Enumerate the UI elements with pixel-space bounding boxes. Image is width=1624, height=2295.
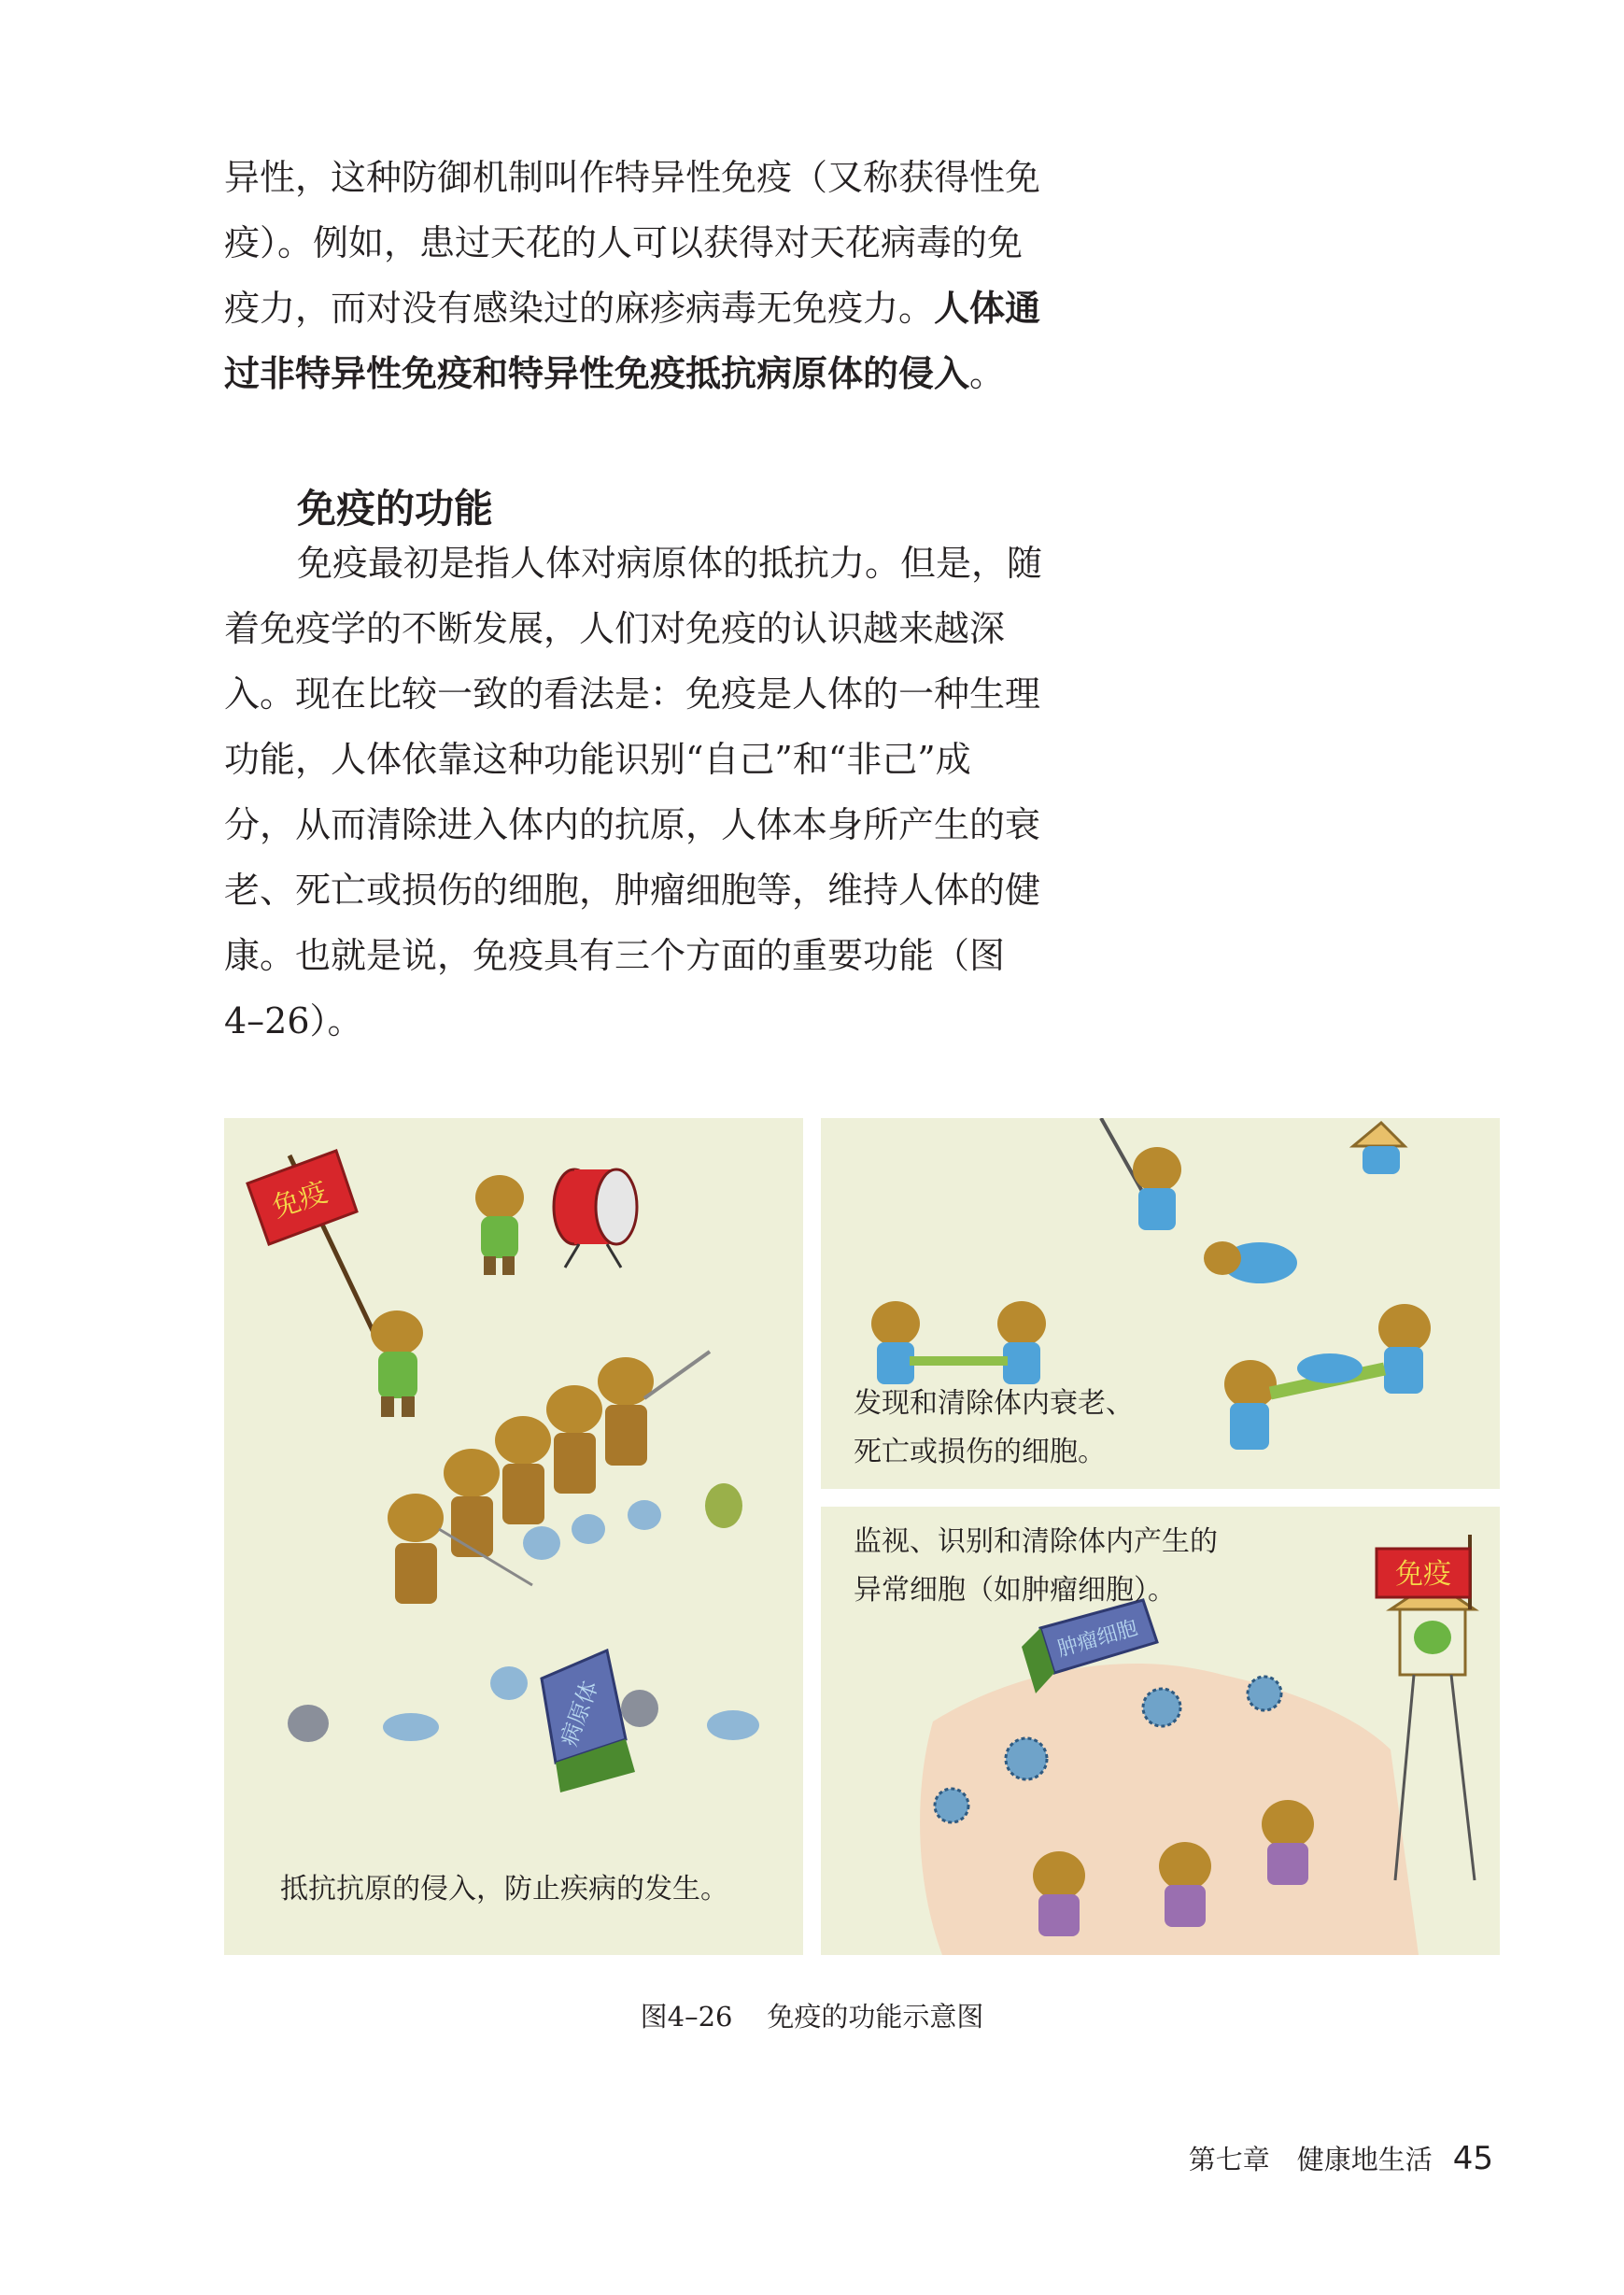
- drum-icon: [554, 1169, 637, 1268]
- paragraph-2-line-4: 功能，人体依靠这种功能识别“自己”和“非己”成: [224, 739, 971, 780]
- banner-text: 病原体: [556, 1677, 603, 1750]
- panel-top-right-caption: [854, 1380, 1134, 1477]
- stretcher-bearers-icon: [871, 1301, 1046, 1384]
- figure-panel-top-right: [821, 1118, 1500, 1489]
- panel-top-right-caption-line-2: 死亡或损伤的细胞。: [854, 1436, 1106, 1468]
- paragraph-1: [224, 145, 1102, 406]
- paragraph-1-bold-start: 人体通: [934, 288, 1041, 329]
- panel-bottom-right-caption-line-1: 监视、识别和清除体内产生的: [854, 1525, 1218, 1558]
- panel-bottom-right-caption: [854, 1518, 1218, 1615]
- carrying-injured-icon: [1224, 1304, 1431, 1450]
- pathogen-group-1-icon: [523, 1483, 742, 1560]
- paragraph-1-line-3-text: 疫力，而对没有感染过的麻疹病毒无免疫力。: [224, 288, 935, 329]
- panel-top-right-caption-line-1: 发现和清除体内衰老、: [854, 1387, 1134, 1420]
- paragraph-2-line-6: 老、死亡或损伤的细胞，肿瘤细胞等，维持人体的健: [224, 870, 1041, 911]
- paragraph-1-line-3: [224, 276, 1102, 341]
- panel-bottom-right-caption-line-2: 异常细胞（如肿瘤细胞）。: [854, 1574, 1176, 1607]
- figure-panel-bottom-right: [821, 1507, 1500, 1955]
- chapter-title: 第七章 健康地生活: [1188, 2144, 1433, 2175]
- paragraph-2-line-5: 分，从而清除进入体内的抗原，人体本身所产生的衰: [224, 804, 1041, 845]
- soldier-formation-icon: [388, 1352, 710, 1604]
- paragraph-1-bold-end: 过非特异性免疫和特异性免疫抵抗病原体的侵入: [224, 353, 970, 394]
- figure-caption-title: 免疫的功能示意图: [767, 2001, 984, 2033]
- drummer-soldier-icon: [475, 1175, 524, 1275]
- paragraph-1-tail: 。: [969, 353, 1006, 394]
- tower-immunity-flag-icon: [1377, 1535, 1470, 1609]
- paragraph-2-line-3: 入。现在比较一致的看法是：免疫是人体的一种生理: [224, 673, 1041, 715]
- tumor-banner-text: 肿瘤细胞: [1054, 1616, 1140, 1662]
- paragraph-1-line-4: [224, 341, 1102, 406]
- page-number: 45: [1452, 2140, 1493, 2177]
- injured-soldier-icon: [1204, 1241, 1297, 1283]
- pathogen-banner-icon: [542, 1650, 635, 1792]
- figure-caption-label: 图4–26: [640, 2001, 733, 2033]
- paragraph-2-line-2: 着免疫学的不断发展，人们对免疫的认识越来越深: [224, 608, 1006, 649]
- paragraph-1-line-2: 疫）。例如，患过天花的人可以获得对天花病毒的免: [224, 222, 1024, 263]
- immunity-flag-icon: [247, 1151, 357, 1244]
- watchtower-icon: [1391, 1581, 1475, 1880]
- figure-panel-left: [224, 1118, 803, 1955]
- tower-flag-text: 免疫: [1395, 1558, 1451, 1591]
- defeated-pathogens-icon: [288, 1666, 759, 1742]
- flag-text: 免疫: [268, 1176, 332, 1225]
- paragraph-2-line-8: 4–26）。: [224, 1000, 363, 1041]
- paragraph-2: [224, 531, 1102, 1054]
- paragraph-1-line-1: 异性，这种防御机制叫作特异性免疫（又称获得性免: [224, 157, 1041, 198]
- paragraph-2-line-1: 免疫最初是指人体对病原体的抵抗力。但是，随: [297, 543, 1043, 584]
- panel-left-caption: 抵抗抗原的侵入，防止疾病的发生。: [280, 1873, 728, 1905]
- page-footer: [1189, 2139, 1493, 2177]
- battle-illustration: [224, 1118, 803, 1955]
- spear-soldier-icon: [1101, 1118, 1181, 1230]
- flag-bearer-soldier-icon: [371, 1310, 423, 1417]
- paragraph-2-line-7: 康。也就是说，免疫具有三个方面的重要功能（图: [224, 935, 1006, 976]
- section-heading: 免疫的功能: [297, 486, 494, 531]
- peasant-icon: [1353, 1123, 1405, 1174]
- figure-caption: [0, 1996, 1624, 2034]
